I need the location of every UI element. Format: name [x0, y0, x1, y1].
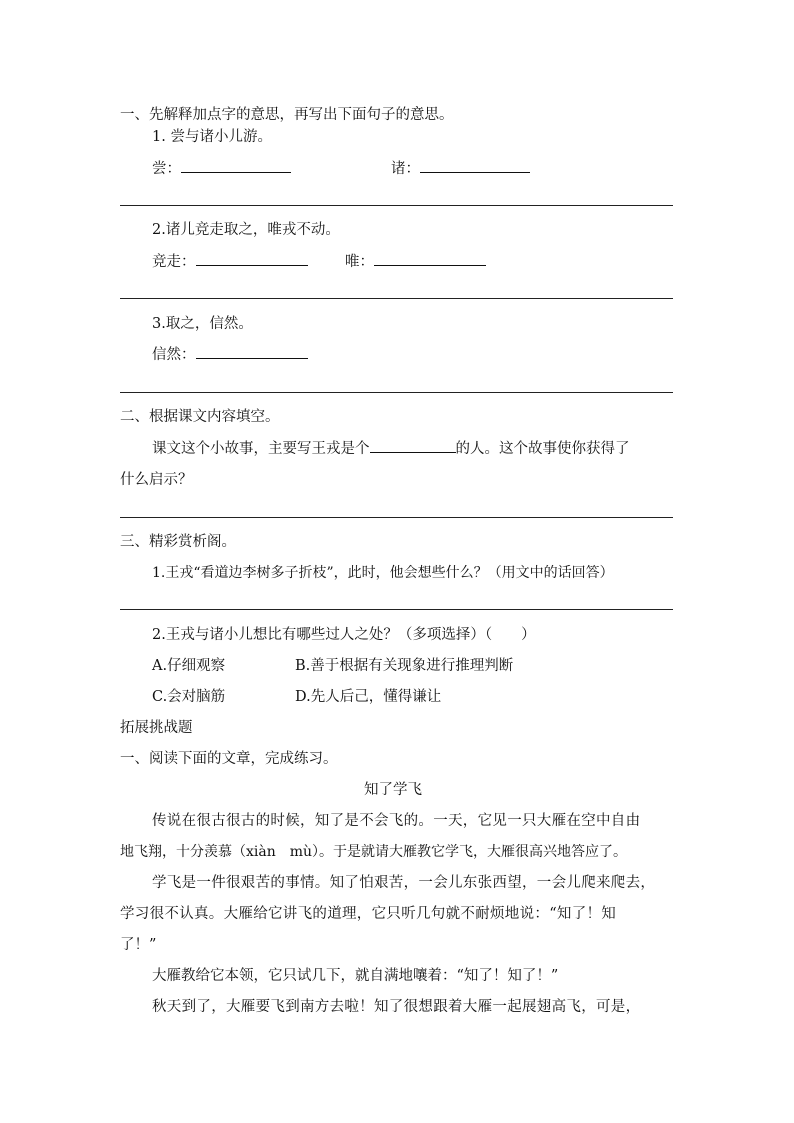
- option-d[interactable]: D.先人后己，懂得谦让: [295, 689, 442, 705]
- story-paragraph-3: 大雁教给它本领，它只试几下，就自满地嚷着：“知了！知了！”: [152, 968, 559, 984]
- story-paragraph-2-line-1: 学飞是一件很艰苦的事情。知了怕艰苦，一会儿东张西望，一会儿爬来爬去，: [152, 875, 656, 891]
- answer-line-2[interactable]: [120, 517, 673, 518]
- option-a[interactable]: A.仔细观察: [152, 658, 226, 674]
- question-1-2: 2.诸儿竞走取之，唯戎不动。: [152, 222, 340, 238]
- option-b[interactable]: B.善于根据有关现象进行推理判断: [295, 658, 514, 674]
- question-1-3: 3.取之，信然。: [152, 316, 253, 332]
- story-paragraph-2-line-3: 了！”: [120, 937, 157, 953]
- answer-blank-chang[interactable]: [181, 160, 291, 173]
- answer-label-zhu: 诸：: [391, 160, 530, 178]
- answer-label-jingzou: 竞走：: [152, 253, 308, 271]
- story-paragraph-2-line-2: 学习很不认真。大雁给它讲飞的道理，它只听几句就不耐烦地说：“知了！知: [120, 906, 617, 922]
- answer-label-chang: 尝：: [152, 160, 291, 178]
- extension-task: 一、阅读下面的文章，完成练习。: [120, 751, 338, 767]
- answer-blank-wei[interactable]: [374, 253, 486, 266]
- answer-blank-zhu[interactable]: [420, 160, 530, 173]
- story-paragraph-1-line-2: 地飞翔，十分羡慕（xiàn mù）。于是就请大雁教它学飞，大雁很高兴地答应了。: [120, 844, 628, 860]
- extension-title: 拓展挑战题: [120, 720, 193, 736]
- section-3-heading: 三、精彩赏析阁。: [120, 534, 236, 550]
- fill-in-sentence-cont: 什么启示？: [120, 472, 193, 488]
- question-3-2: 2.王戎与诸小儿想比有哪些过人之处？（多项选择）（ ）: [152, 627, 536, 643]
- answer-line-1-1[interactable]: [120, 205, 673, 206]
- answer-line-1-3[interactable]: [120, 392, 673, 393]
- answer-label-wei: 唯：: [345, 253, 486, 271]
- fill-in-sentence: 课文这个小故事，主要写王戎是个 的人。这个故事使你获得了: [152, 441, 630, 457]
- answer-blank-wangrong[interactable]: [370, 440, 456, 453]
- answer-line-3-1[interactable]: [120, 609, 673, 610]
- section-1-heading: 一、先解释加点字的意思，再写出下面句子的意思。: [120, 107, 454, 123]
- answer-label-xinran: 信然：: [152, 346, 308, 364]
- question-1-1: 1. 尝与诸小儿游。: [152, 129, 272, 145]
- answer-blank-jingzou[interactable]: [196, 253, 308, 266]
- answer-blank-xinran[interactable]: [196, 346, 308, 359]
- story-title: 知了学飞: [364, 782, 422, 798]
- answer-line-1-2[interactable]: [120, 298, 673, 299]
- question-3-1: 1.王戎“看道边李树多子折枝”，此时，他会想些什么？（用文中的话回答）: [152, 565, 614, 581]
- section-2-heading: 二、根据课文内容填空。: [120, 409, 280, 425]
- story-paragraph-1-line-1: 传说在很古很古的时候，知了是不会飞的。一天，它见一只大雁在空中自由: [152, 813, 641, 829]
- option-c[interactable]: C.会对脑筋: [152, 689, 226, 705]
- story-paragraph-4: 秋天到了，大雁要飞到南方去啦！知了很想跟着大雁一起展翅高飞，可是，: [152, 999, 641, 1015]
